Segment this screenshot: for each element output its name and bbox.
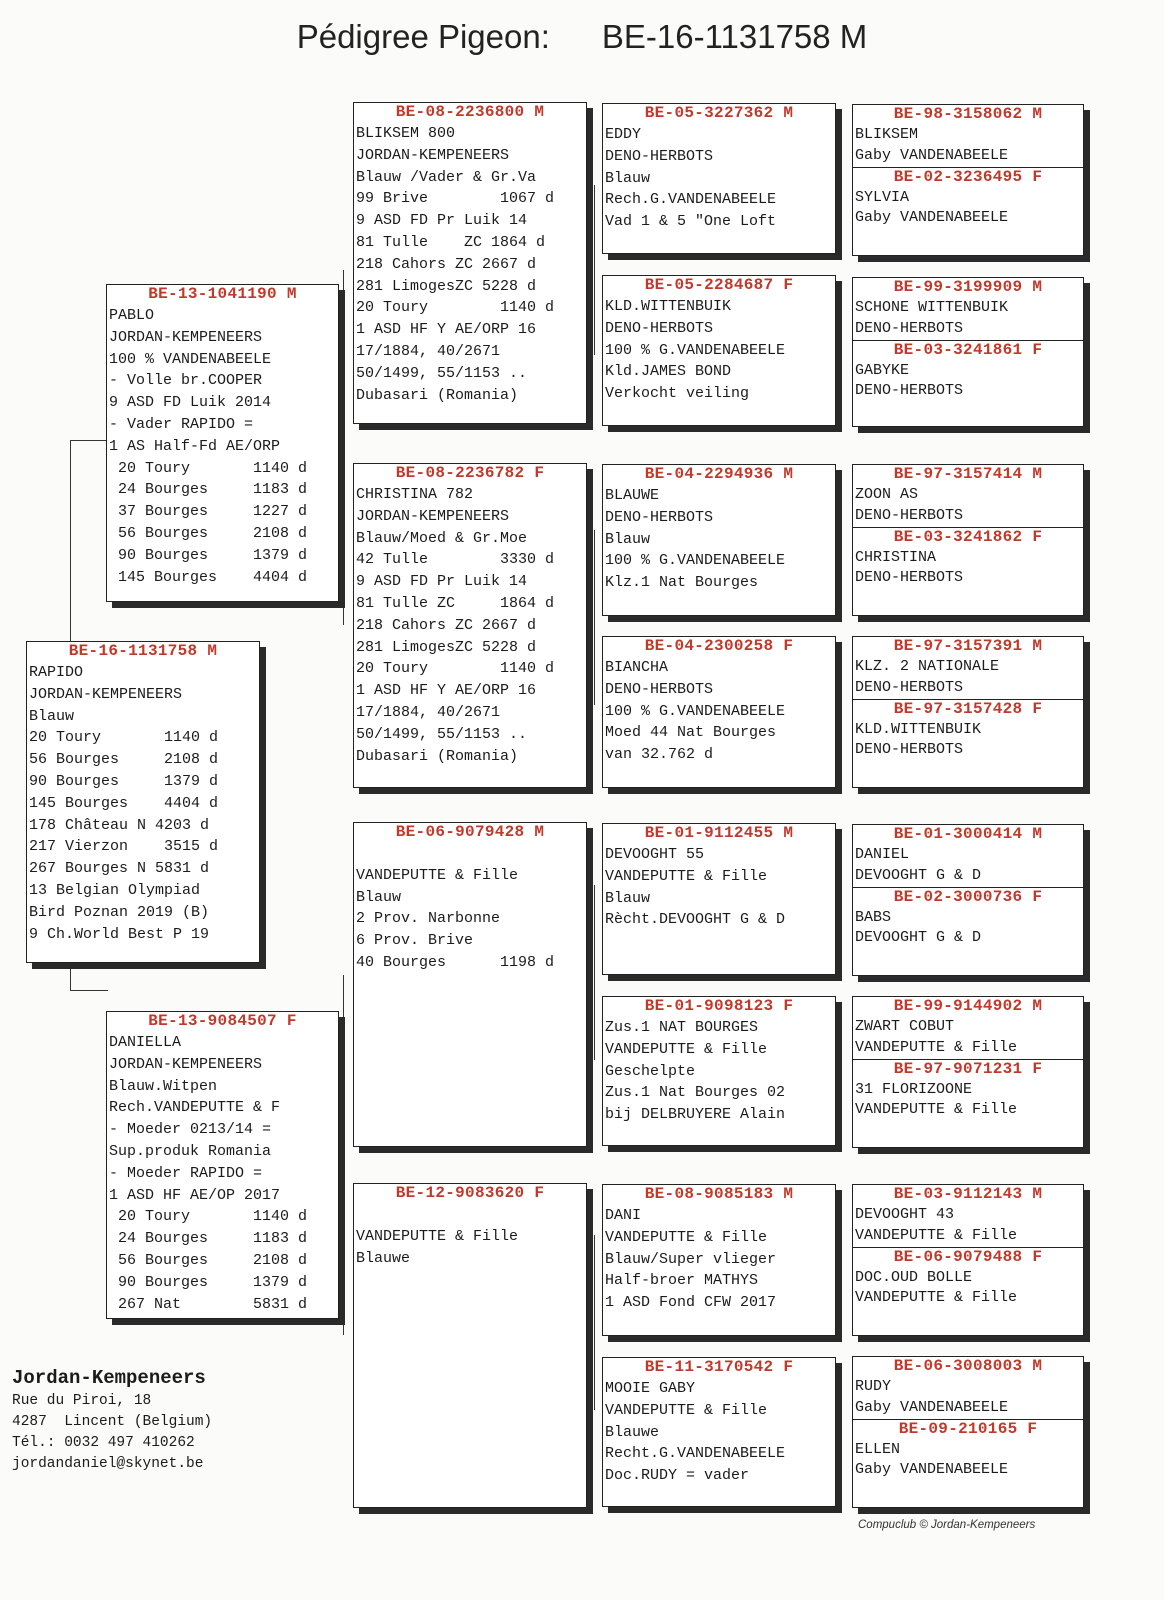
info-line: PABLO — [109, 307, 155, 324]
info-line: Blauw — [605, 530, 651, 548]
info-line: 31 FLORIZOONE — [855, 1080, 973, 1098]
info-line: Dubasari (Romania) — [356, 747, 519, 765]
ring-number: BE-09-210165 F — [898, 1419, 1038, 1438]
info-line: Bird Poznan 2019 (B) — [29, 903, 210, 921]
title-label: Pédigree Pigeon: — [296, 18, 550, 55]
info-line: Rècht.DEVOOGHT G & D — [605, 911, 786, 929]
info-line: 42 Tulle 3330 d — [356, 551, 555, 569]
ring-number: BE-99-3199909 M — [893, 278, 1043, 296]
info-line: Blauw/Moed & Gr.Moe — [356, 529, 528, 547]
pedigree-box-great-grandparent — [602, 1184, 836, 1336]
info-line: Dubasari (Romania) — [356, 386, 519, 404]
ring-number: BE-98-3158062 M — [893, 105, 1043, 123]
ring-number: BE-12-9083620 F — [395, 1184, 545, 1202]
info-line: 267 Bourges N 5831 d — [29, 860, 210, 878]
pedigree-box-dam — [106, 1011, 339, 1319]
info-line: 24 Bourges 1183 d — [109, 481, 308, 499]
info-line: 100 % G.VANDENABEELE — [605, 552, 786, 570]
info-line: Gaby VANDENABEELE — [855, 209, 1009, 227]
breeder-name: Jordan-Kempeneers — [12, 1367, 206, 1389]
ring-number: BE-11-3170542 F — [644, 1358, 794, 1376]
email: jordandaniel@skynet.be — [12, 1456, 204, 1472]
title-ring: BE-16-1131758 M — [601, 18, 868, 55]
info-line: 9 ASD FD Luik 2014 — [109, 394, 272, 412]
ring-number: BE-99-9144902 M — [893, 997, 1043, 1015]
info-line: 90 Bourges 1379 d — [29, 772, 219, 790]
info-line: VANDEPUTTE & Fille — [605, 1401, 768, 1419]
phone: Tél.: 0032 497 410262 — [12, 1435, 195, 1451]
info-line: DOC.OUD BOLLE — [855, 1268, 973, 1286]
info-line: - Vader RAPIDO = — [109, 415, 254, 433]
pedigree-box-great-grandparent — [602, 636, 836, 788]
pedigree-box-great-grandparent — [602, 464, 836, 616]
ring-number: BE-02-3236495 F — [893, 167, 1043, 186]
pedigree-box-great-grandparent — [602, 275, 836, 426]
info-line: 56 Bourges 2108 d — [109, 524, 308, 542]
info-line: 145 Bourges 4404 d — [109, 568, 308, 586]
info-line: 50/1499, 55/1153 .. — [356, 364, 528, 382]
info-line: Gaby VANDENABEELE — [855, 1461, 1009, 1479]
info-line: KLD.WITTENBUIK — [605, 298, 732, 315]
info-line: 9 Ch.World Best P 19 — [29, 925, 210, 943]
ring-number: BE-04-2300258 F — [644, 637, 794, 655]
ring-number: BE-05-2284687 F — [644, 276, 794, 294]
ring-number: BE-02-3000736 F — [893, 887, 1043, 906]
info-line: Kld.JAMES BOND — [605, 363, 732, 381]
ring-number: BE-01-9112455 M — [644, 824, 794, 842]
info-line: 100 % G.VANDENABEELE — [605, 341, 786, 359]
pedigree-box-great-grandparent — [602, 996, 836, 1146]
info-line: 99 Brive 1067 d — [356, 190, 555, 208]
info-line: JORDAN-KEMPENEERS — [29, 685, 183, 703]
info-line: 24 Bourges 1183 d — [109, 1230, 308, 1248]
info-line: 20 Toury 1140 d — [29, 729, 219, 747]
info-line: 2 Prov. Narbonne — [356, 910, 501, 928]
info-line: RAPIDO — [29, 664, 84, 681]
info-line: VANDEPUTTE & Fille — [356, 866, 519, 884]
info-line: Blauwe — [356, 1249, 411, 1267]
info-line: 17/1884, 40/2671 — [356, 342, 501, 360]
info-line: VANDEPUTTE & Fille — [855, 1226, 1018, 1244]
ring-number: BE-03-9112143 M — [893, 1185, 1043, 1203]
ring-number: BE-97-3157414 M — [893, 465, 1043, 483]
pedigree-box-grandparent — [353, 463, 587, 788]
info-line: KLD.WITTENBUIK — [855, 720, 982, 738]
info-line: VANDEPUTTE & Fille — [605, 867, 768, 885]
info-line: Half-broer MATHYS — [605, 1272, 759, 1290]
ring-number: BE-16-1131758 M — [68, 642, 218, 660]
info-line: van 32.762 d — [605, 746, 714, 764]
pedigree-box-subject — [26, 641, 260, 963]
info-line: BLIKSEM — [855, 126, 919, 143]
info-line: Verkocht veiling — [605, 385, 750, 403]
info-line: DEVOOGHT 55 — [605, 846, 705, 863]
pedigree-box-pair — [852, 277, 1084, 427]
info-line: Rech.G.VANDENABEELE — [605, 191, 777, 209]
info-line: JORDAN-KEMPENEERS — [356, 146, 510, 164]
info-line: 218 Cahors ZC 2667 d — [356, 616, 537, 634]
pedigree-box-great-grandparent — [602, 103, 836, 254]
pedigree-box-pair — [852, 636, 1084, 788]
info-line: 50/1499, 55/1153 .. — [356, 725, 528, 743]
info-line: Recht.G.VANDENABEELE — [605, 1445, 786, 1463]
pedigree-box-pair — [852, 1356, 1084, 1508]
connector-subject-sire — [70, 440, 108, 441]
info-line: 100 % VANDENABEELE — [109, 350, 272, 368]
info-line: VANDEPUTTE & Fille — [605, 1228, 768, 1246]
info-line: CHRISTINA 782 — [356, 486, 474, 503]
pedigree-box-pair — [852, 996, 1084, 1148]
info-line: ZWART COBUT — [855, 1018, 955, 1035]
info-line: Blauw — [29, 707, 75, 725]
info-line: 56 Bourges 2108 d — [109, 1251, 308, 1269]
info-line: 267 Nat 5831 d — [109, 1295, 308, 1313]
info-line: EDDY — [605, 126, 642, 143]
info-line: Geschelpte — [605, 1062, 696, 1080]
ring-number: BE-06-9079488 F — [893, 1247, 1043, 1266]
info-line: 1 ASD HF AE/OP 2017 — [109, 1186, 281, 1204]
info-line: 218 Cahors ZC 2667 d — [356, 255, 537, 273]
info-line: 281 LimogesZC 5228 d — [356, 638, 537, 656]
info-line: Vad 1 & 5 "One Loft — [605, 213, 777, 231]
address-line: Rue du Piroi, 18 — [12, 1393, 152, 1409]
ring-number: BE-03-3241862 F — [893, 527, 1043, 546]
info-line: Moed 44 Nat Bourges — [605, 724, 777, 742]
info-line: 17/1884, 40/2671 — [356, 703, 501, 721]
info-line: DANI — [605, 1207, 642, 1224]
info-line: DENO-HERBOTS — [855, 741, 964, 759]
ring-number: BE-08-9085183 M — [644, 1185, 794, 1203]
info-line: 100 % G.VANDENABEELE — [605, 702, 786, 720]
pedigree-box-pair — [852, 824, 1084, 976]
contact-block — [12, 1365, 212, 1475]
ring-number: BE-08-2236782 F — [395, 464, 545, 482]
info-line: SCHONE WITTENBUIK — [855, 299, 1009, 316]
info-line: Blauw — [356, 888, 402, 906]
info-line: bij DELBRUYERE Alain — [605, 1106, 786, 1124]
info-line: DENO-HERBOTS — [605, 508, 714, 526]
info-line: 1 ASD Fond CFW 2017 — [605, 1294, 777, 1312]
info-line: BLIKSEM 800 — [356, 125, 456, 142]
info-line: Gaby VANDENABEELE — [855, 1398, 1009, 1416]
info-line: 1 AS Half-Fd AE/ORP — [109, 437, 281, 455]
info-line: 6 Prov. Brive — [356, 932, 474, 950]
info-line: 13 Belgian Olympiad — [29, 881, 201, 899]
ring-number: BE-97-9071231 F — [893, 1059, 1043, 1078]
info-line: 90 Bourges 1379 d — [109, 1273, 308, 1291]
info-line: VANDEPUTTE & Fille — [605, 1040, 768, 1058]
info-line: DENO-HERBOTS — [605, 680, 714, 698]
info-line: VANDEPUTTE & Fille — [855, 1101, 1018, 1119]
info-line: 90 Bourges 1379 d — [109, 546, 308, 564]
info-line: SYLVIA — [855, 188, 910, 206]
info-line: Zus.1 NAT BOURGES — [605, 1019, 759, 1036]
info-line: Rech.VANDEPUTTE & F — [109, 1099, 281, 1117]
info-line: Doc.RUDY = vader — [605, 1467, 750, 1485]
connector-subject-dam — [70, 990, 108, 991]
ring-number: BE-01-9098123 F — [644, 997, 794, 1015]
info-line: Zus.1 Nat Bourges 02 — [605, 1084, 786, 1102]
info-line: DENO-HERBOTS — [855, 382, 964, 400]
info-line: DANIEL — [855, 846, 910, 863]
info-line: DENO-HERBOTS — [855, 569, 964, 587]
info-line: Blauw — [605, 889, 651, 907]
info-line: JORDAN-KEMPENEERS — [109, 1055, 263, 1073]
info-line: GABYKE — [855, 361, 910, 379]
ring-number: BE-13-9084507 F — [148, 1012, 297, 1030]
pedigree-box-pair — [852, 104, 1084, 256]
pedigree-box-great-grandparent — [602, 1357, 836, 1507]
info-line: 56 Bourges 2108 d — [29, 751, 219, 769]
info-line: Blauwe — [605, 1423, 660, 1441]
ring-number: BE-04-2294936 M — [644, 465, 794, 483]
info-line: Sup.produk Romania — [109, 1142, 272, 1160]
info-line: JORDAN-KEMPENEERS — [109, 328, 263, 346]
info-line: 178 Château N 4203 d — [29, 816, 210, 834]
info-line: Blauw.Witpen — [109, 1077, 218, 1095]
info-line: Blauw/Super vlieger — [605, 1250, 777, 1268]
info-line: 217 Vierzon 3515 d — [29, 838, 219, 856]
info-line: 20 Toury 1140 d — [356, 299, 555, 317]
pedigree-box-grandparent — [353, 822, 587, 1147]
info-line: DEVOOGHT G & D — [855, 866, 982, 884]
info-line: CHRISTINA — [855, 548, 937, 566]
info-line: DENO-HERBOTS — [605, 319, 714, 337]
info-line: JORDAN-KEMPENEERS — [356, 507, 510, 525]
ring-number: BE-06-3008003 M — [893, 1357, 1043, 1375]
info-line: - Moeder RAPIDO = — [109, 1164, 263, 1182]
info-line: VANDEPUTTE & Fille — [855, 1289, 1018, 1307]
info-line: MOOIE GABY — [605, 1380, 696, 1397]
info-line: DENO-HERBOTS — [855, 319, 964, 337]
info-line: ZOON AS — [855, 486, 919, 503]
ring-number: BE-08-2236800 M — [395, 103, 545, 121]
info-line: BABS — [855, 908, 892, 926]
info-line: DENO-HERBOTS — [855, 506, 964, 524]
info-line: DENO-HERBOTS — [605, 147, 714, 165]
ring-number: BE-06-9079428 M — [395, 823, 545, 841]
info-line: ELLEN — [855, 1440, 901, 1458]
info-line: - Moeder 0213/14 = — [109, 1121, 272, 1139]
info-line: Blauw — [605, 169, 651, 187]
info-line: 9 ASD FD Pr Luik 14 — [356, 212, 528, 230]
pedigree-box-pair — [852, 1184, 1084, 1336]
info-line: 20 Toury 1140 d — [356, 660, 555, 678]
ring-number: BE-01-3000414 M — [893, 825, 1043, 843]
pedigree-box-grandparent — [353, 1183, 587, 1508]
info-line: VANDEPUTTE & Fille — [356, 1227, 519, 1245]
info-line: 37 Bourges 1227 d — [109, 503, 308, 521]
info-line: 81 Tulle ZC 1864 d — [356, 594, 555, 612]
info-line: 40 Bourges 1198 d — [356, 953, 555, 971]
info-line: RUDY — [855, 1378, 892, 1395]
info-line: 281 LimogesZC 5228 d — [356, 277, 537, 295]
ring-number: BE-03-3241861 F — [893, 340, 1043, 359]
page-title — [0, 18, 1164, 56]
info-line — [356, 843, 586, 865]
info-line: DENO-HERBOTS — [855, 678, 964, 696]
info-line: DEVOOGHT G & D — [855, 929, 982, 947]
info-line: 145 Bourges 4404 d — [29, 794, 219, 812]
info-line: VANDEPUTTE & Fille — [855, 1038, 1018, 1056]
info-line: 20 Toury 1140 d — [109, 1208, 308, 1226]
info-line: DANIELLA — [109, 1034, 182, 1051]
info-line: Gaby VANDENABEELE — [855, 146, 1009, 164]
info-line: KLZ. 2 NATIONALE — [855, 658, 1000, 675]
info-line: 1 ASD HF Y AE/ORP 16 — [356, 321, 537, 339]
info-line: BIANCHA — [605, 659, 669, 676]
pedigree-box-pair — [852, 464, 1084, 616]
info-line: 9 ASD FD Pr Luik 14 — [356, 573, 528, 591]
info-line: 20 Toury 1140 d — [109, 459, 308, 477]
info-line: Blauw /Vader & Gr.Va — [356, 168, 537, 186]
info-line: 1 ASD HF Y AE/ORP 16 — [356, 682, 537, 700]
info-line: Klz.1 Nat Bourges — [605, 574, 759, 592]
footer-credit: Compuclub © Jordan-Kempeneers — [858, 1519, 1036, 1531]
pedigree-box-great-grandparent — [602, 823, 836, 975]
pedigree-box-sire — [106, 284, 339, 602]
ring-number: BE-05-3227362 M — [644, 104, 794, 122]
ring-number: BE-97-3157391 M — [893, 637, 1043, 655]
ring-number: BE-13-1041190 M — [148, 285, 297, 303]
info-line: - Volle br.COOPER — [109, 372, 263, 390]
ring-number: BE-97-3157428 F — [893, 699, 1043, 718]
pedigree-box-grandparent — [353, 102, 587, 424]
info-line: BLAUWE — [605, 487, 660, 504]
address-line: 4287 Lincent (Belgium) — [12, 1414, 213, 1430]
info-line — [356, 1204, 586, 1226]
info-line: DEVOOGHT 43 — [855, 1206, 955, 1223]
info-line: 81 Tulle ZC 1864 d — [356, 233, 546, 251]
